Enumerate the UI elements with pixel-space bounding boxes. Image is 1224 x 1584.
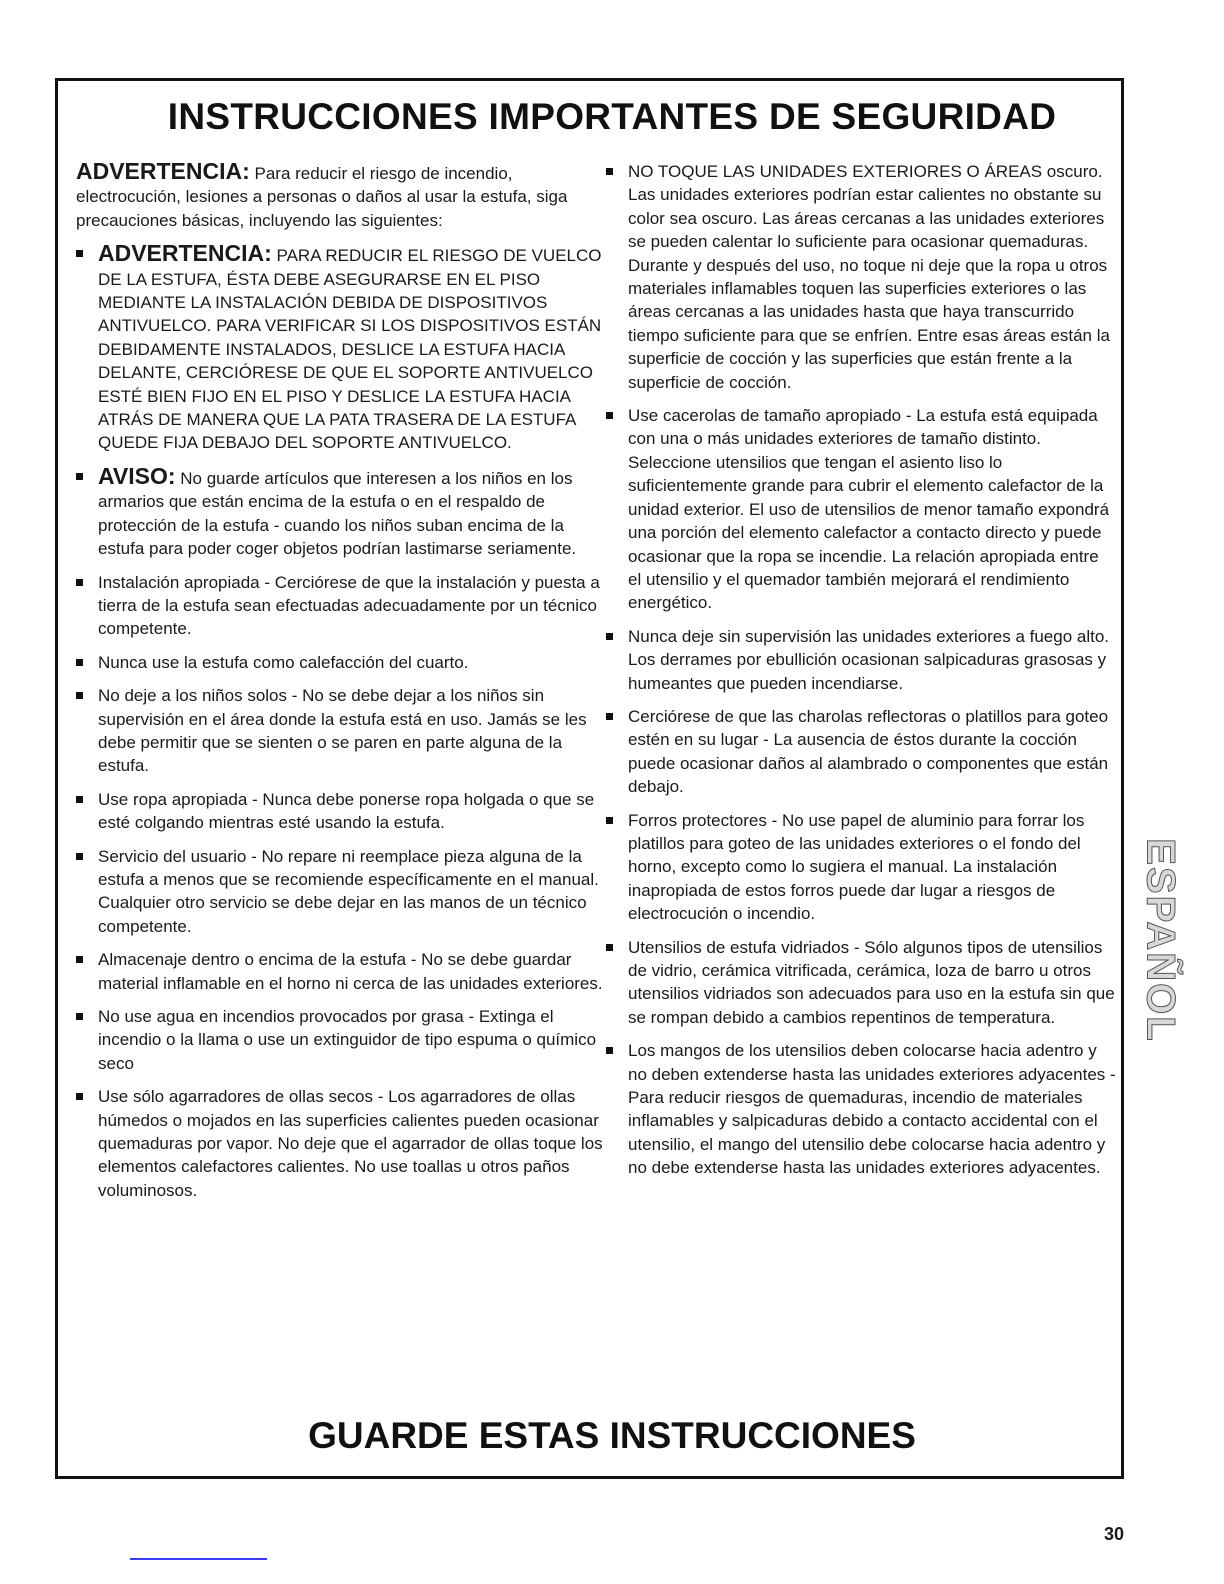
left-column [76,160,604,1212]
list-item [76,1085,604,1202]
item-text: Los mangos de los utensilios deben colocarse hacia adentro y no deben extenderse hasta las unidades exteriores adyacentes - Para reducir riesgos de quemaduras, incendio de materiales inflamables y salpicaduras debido a contacto accidental con el utensilio, el mango del utensilio debe colocarse hacia adentro y no debe extenderse hasta las unidades exteriores adyacentes. [628,1041,1116,1178]
item-text: Nunca deje sin supervisión las unidades exteriores a fuego alto. Los derrames por ebullición ocasionan salpicaduras grasosas y humeantes que pueden incendiarse. [628,626,1110,693]
bullet-icon [76,853,83,860]
link-underline [130,1558,267,1560]
list-item [76,948,604,995]
list-item [606,1039,1116,1179]
bullet-icon [606,412,613,419]
page-number: 30 [1104,1524,1125,1544]
bullet-icon [76,956,83,963]
bullet-icon [76,1093,83,1100]
item-text: Servicio del usuario - No repare ni reemplace pieza alguna de la estufa a menos que se recomiende específicamente en el manual. Cualquier otro servicio se debe dejar en las manos de un técnico competente. [98,846,599,936]
bullet-icon [76,659,83,666]
list-item [606,936,1116,1030]
bullet-icon [606,944,613,951]
intro-text: Para reducir el riesgo de incendio, electrocución, lesiones a personas o daños al usar la estufa, siga precauciones básicas, incluyendo las siguientes: [76,164,568,230]
footer-title: GUARDE ESTAS INSTRUCCIONES [308,1415,916,1456]
list-item [606,809,1116,926]
bullet-icon [76,250,83,257]
list-item [76,684,604,778]
list-item [76,571,604,641]
bullet-icon [76,579,83,586]
list-item [606,404,1116,615]
list-item [76,788,604,835]
bullet-icon [76,1013,83,1020]
list-item [606,705,1116,799]
left-safety-list [76,242,604,1202]
item-label: ADVERTENCIA: [98,240,272,267]
intro-paragraph [76,160,604,232]
list-item [606,160,1116,394]
item-text: Nunca use la estufa como calefacción del cuarto. [98,652,469,672]
bullet-icon [606,168,613,175]
item-text: Use ropa apropiada - Nunca debe ponerse ropa holgada o que se esté colgando mientras esté usando la estufa. [98,789,595,833]
right-column [606,160,1116,1190]
item-text: PARA REDUCIR EL RIESGO DE VUELCO DE LA ESTUFA, ÉSTA DEBE ASEGURARSE EN EL PISO MEDIANTE LA INSTALACIÓN DEBIDA DE DISPOSITIVOS ANTIVUELCO. PARA VERIFICAR SI LOS DISPOSITIVOS ESTÁN DEBIDAMENTE INSTALADOS, DESLICE LA ESTUFA HACIA DELANTE, CERCIÓRESE DE QUE EL SOPORTE ANTIVUELCO ESTÉ BIEN FIJO EN EL PISO Y DESLICE LA ESTUFA HACIA ATRÁS DE MANERA QUE LA PATA TRASERA DE LA ESTUFA QUEDE FIJA DEBAJO DEL SOPORTE ANTIVUELCO. [98,246,602,453]
page-title: INSTRUCCIONES IMPORTANTES DE SEGURIDAD [167,96,1057,137]
list-item [76,845,604,939]
side-tab-label: ESPAÑOL [1138,837,1183,1043]
item-text: Cerciórese de que las charolas reflectoras o platillos para goteo estén en su lugar - La ausencia de éstos durante la cocción puede ocasionar daños al alambrado o componentes que están debajo. [628,706,1109,797]
item-text: NO TOQUE LAS UNIDADES EXTERIORES O ÁREAS oscuro. Las unidades exteriores podrían estar calientes no obstante su color sea oscuro. Las áreas cercanas a las unidades exteriores se pueden calentar lo suficiente para ocasionar quemaduras. Durante y después del uso, no toque ni deje que la ropa u otros materiales inflamables toquen las superficies exteriores o las áreas cercanas a las unidades hasta que haya transcurrido tiempo suficiente para que se enfríen. Entre esas áreas están la superficie de cocción y las superficies que están frente a la superficie de cocción. [628,162,1110,392]
list-item [606,625,1116,695]
item-text: Forros protectores - No use papel de aluminio para forrar los platillos para goteo de las unidades exteriores o el fondo del horno, excepto como lo sugiera el manual. La instalación inapropiada de estos forros puede dar lugar a riesgos de electrocución o incendio. [628,810,1085,924]
bullet-icon [606,1047,613,1054]
bullet-icon [606,817,613,824]
item-text: Instalación apropiada - Cerciórese de que la instalación y puesta a tierra de la estufa sean efectuadas adecuadamente por un técnico competente. [98,572,600,639]
item-text: No guarde artículos que interesen a los niños en los armarios que están encima de la estufa o en el respaldo de protección de la estufa - cuando los niños suban encima de la estufa para poder coger objetos podrían lastimarse seriamente. [98,468,577,559]
list-item [76,242,604,455]
list-item [76,1005,604,1075]
item-text: Use cacerolas de tamaño apropiado - La estufa está equipada con una o más unidades exteriores de tamaño distinto. Seleccione utensilios que tengan el asiento liso lo suficientemente grande para cubrir el elemento calefactor de la unidad exterior. El uso de utensilios de menor tamaño expondrá una porción del elemento calefactor a contacto directo y puede ocasionar que la ropa se incendie. La relación apropiada entre el utensilio y el quemador también mejorará el rendimiento energético. [628,406,1110,613]
bullet-icon [76,692,83,699]
bullet-icon [606,713,613,720]
bullet-icon [76,796,83,803]
item-text: Almacenaje dentro o encima de la estufa - No se debe guardar material inflamable en el horno ni cerca de las unidades exteriores. [98,950,603,993]
item-text: No use agua en incendios provocados por grasa - Extinga el incendio o la llama o use un extinguidor de tipo espuma o químico seco [98,1007,597,1073]
intro-warning-label: ADVERTENCIA: [76,158,250,184]
language-side-tab [1138,820,1183,1060]
bullet-icon [606,633,613,640]
bullet-icon [76,473,83,480]
right-safety-list [606,160,1116,1180]
item-text: Use sólo agarradores de ollas secos - Los agarradores de ollas húmedos o mojados en las superficies calientes pueden ocasionar quemaduras por vapor. No deje que el agarrador de ollas toque los elementos calefactores calientes. No use toallas u otros paños voluminosos. [98,1087,603,1200]
list-item [76,651,604,674]
item-text: Utensilios de estufa vidriados - Sólo algunos tipos de utensilios de vidrio, cerámica vitrificada, cerámica, loza de barro u otros utensilios vidriados son adecuados para uso en la estufa sin que se rompan debido a cambios repentinos de temperatura. [628,937,1115,1027]
item-label: AVISO: [98,462,176,489]
list-item [76,462,604,561]
item-text: No deje a los niños solos - No se debe dejar a los niños sin supervisión en el área donde la estufa está en uso. Jamás se les debe permitir que se sienten o se paren en parte alguna de la estufa. [98,686,587,776]
